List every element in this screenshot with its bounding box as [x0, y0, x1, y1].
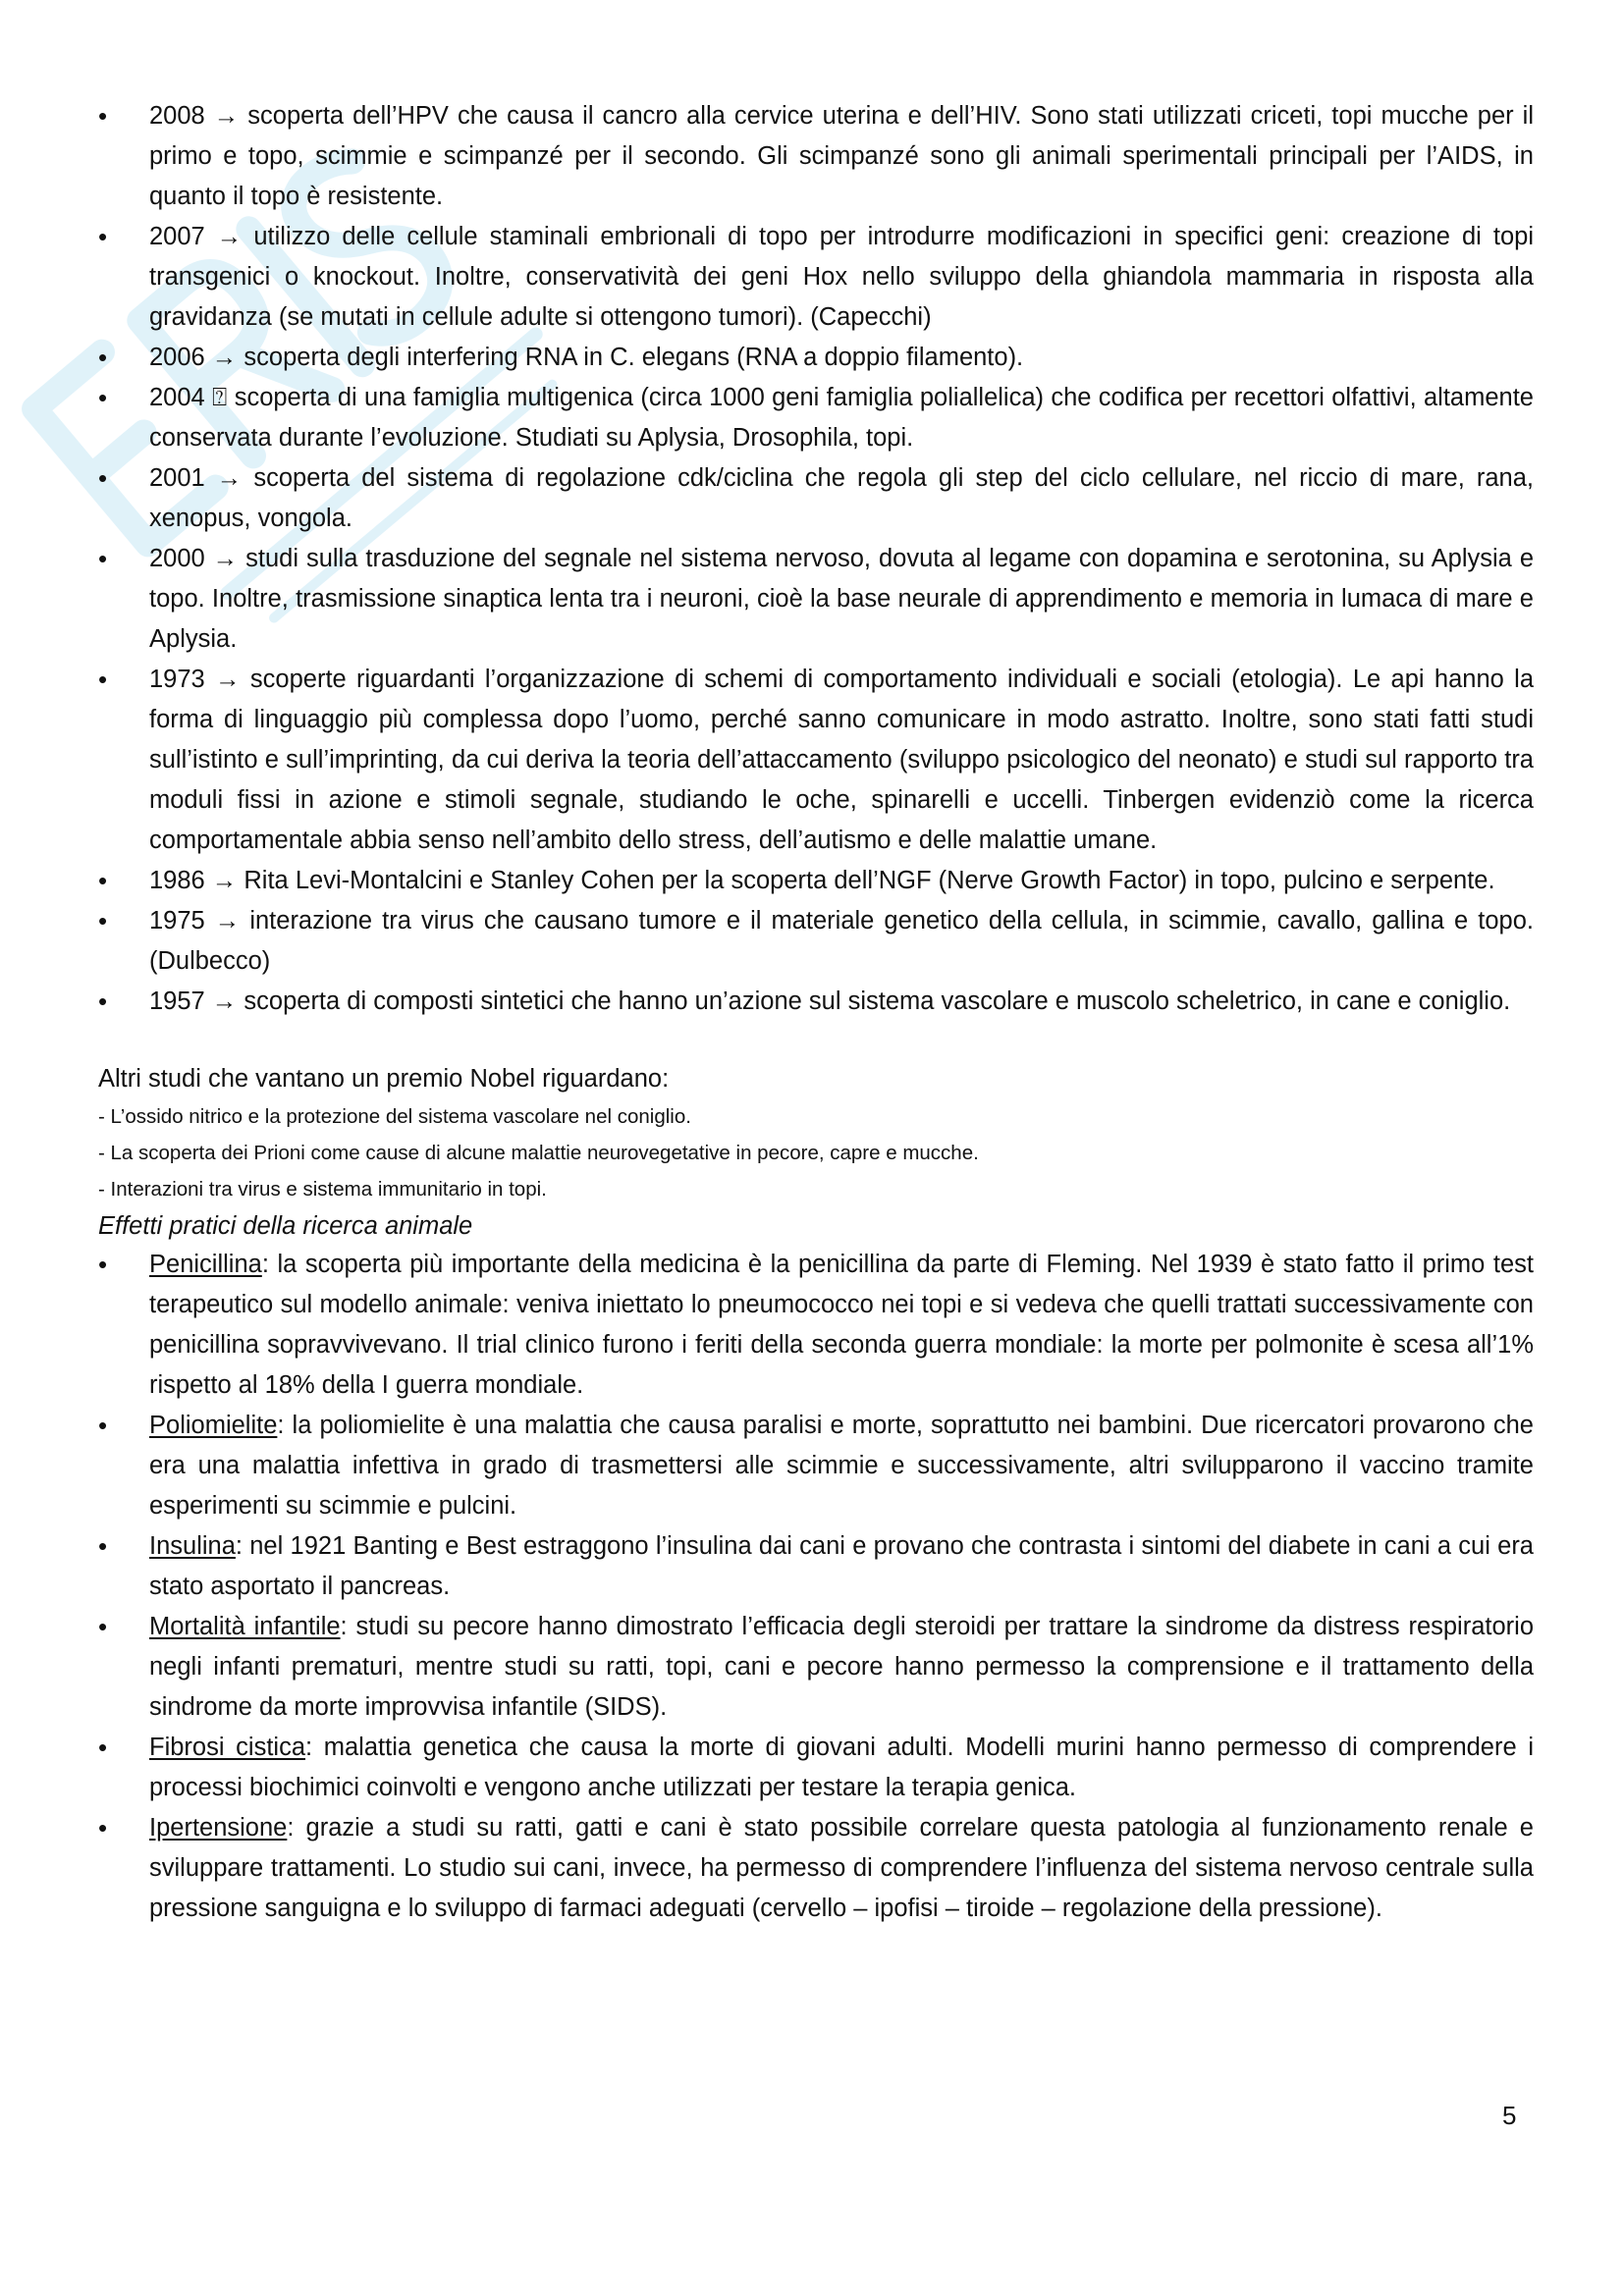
effect-description: : nel 1921 Banting e Best estraggono l’insulina dai cani e provano che contrasta i sintomi del diabete in cani a cui era stato asportato il pancreas. [149, 1532, 1534, 1600]
list-item: • 2006 → scoperta degli interfering RNA in C. elegans (RNA a doppio filamento). [98, 338, 1534, 378]
effect-term: Penicillina [149, 1251, 262, 1278]
list-item: • 2000 → studi sulla trasduzione del segnale nel sistema nervoso, dovuta al legame con dopamina e serotonina, su Aplysia e topo. Inoltre, trasmissione sinaptica lenta tra i neuroni, cioè la base neurale di apprendimento e memoria in lumaca di mare e Aplysia. [98, 539, 1534, 660]
nobel-timeline-list [98, 96, 1534, 1022]
spacer [98, 1022, 1534, 1059]
effect-description: : grazie a studi su ratti, gatti e cani è stato possibile correlare questa patologia al funzionamento renale e sviluppare trattamenti. Lo studio sui cani, invece, ha permesso di comprendere l’influenza del sistema nervoso centrale sulla pressione sanguigna e lo sviluppo di farmaci adeguati (cervello – ipofisi – tiroide – regolazione della pressione). [149, 1814, 1534, 1922]
effect-term: Mortalità infantile [149, 1613, 341, 1640]
list-item [98, 1526, 1534, 1607]
list-item [98, 1607, 1534, 1728]
list-item: • 1986 → Rita Levi-Montalcini e Stanley Cohen per la scoperta dell’NGF (Nerve Growth Factor) in topo, pulcino e serpente. [98, 861, 1534, 901]
effect-term: Ipertensione [149, 1814, 288, 1842]
effect-description: : malattia genetica che causa la morte di giovani adulti. Modelli murini hanno permesso di comprendere i processi biochimici coinvolti e vengono anche utilizzati per testare la terapia genica. [149, 1734, 1534, 1801]
list-item [98, 1406, 1534, 1526]
list-item [98, 1808, 1534, 1929]
effect-description: : la poliomielite è una malattia che causa paralisi e morte, soprattutto nei bambini. Due ricercatori provarono che era una malattia infettiva in grado di trasmettersi alle scimmie e successivamente, altri svilupparono il vaccino tramite esperimenti su scimmie e pulcini. [149, 1412, 1534, 1520]
nobel-intro: Altri studi che vantano un premio Nobel riguardano: [98, 1065, 670, 1093]
list-item: • 2004 ⍰ scoperta di una famiglia multigenica (circa 1000 geni famiglia poliallelica) che codifica per recettori olfattivi, altamente conservata durante l’evoluzione. Studiati su Aplysia, Drosophila, topi. [98, 378, 1534, 458]
list-item: • 1957 → scoperta di composti sintetici che hanno un’azione sul sistema vascolare e muscolo scheletrico, in cane e coniglio. [98, 982, 1534, 1022]
nobel-study-item: - L’ossido nitrico e la protezione del sistema vascolare nel coniglio. [98, 1105, 691, 1128]
section-title: Effetti pratici della ricerca animale [98, 1212, 473, 1240]
effect-description: : la scoperta più importante della medicina è la penicillina da parte di Fleming. Nel 1939 è stato fatto il primo test terapeutico sul modello animale: veniva iniettato lo pneumococco nei topi e si vedeva che quelli trattati successivamente con penicillina sopravvivevano. Il trial clinico furono i feriti della seconda guerra mondiale: la morte per polmonite è scesa all’1% rispetto al 18% della I guerra mondiale. [149, 1251, 1534, 1399]
list-item: • 2001 → scoperta del sistema di regolazione cdk/ciclina che regola gli step del ciclo cellulare, nel riccio di mare, rana, xenopus, vongola. [98, 458, 1534, 539]
effect-term: Insulina [149, 1532, 236, 1560]
list-item [98, 1245, 1534, 1406]
list-item: • 2008 → scoperta dell’HPV che causa il cancro alla cervice uterina e dell’HIV. Sono stati utilizzati criceti, topi mucche per il primo e topo, scimmie e scimpanzé per il secondo. Gli scimpanzé sono gli animali sperimentali principali per l’AIDS, in quanto il topo è resistente. [98, 96, 1534, 217]
effect-description: : studi su pecore hanno dimostrato l’efficacia degli steroidi per trattare la sindrome da distress respiratorio negli infanti prematuri, mentre studi su ratti, topi, cani e pecore hanno permesso la comprensione e il trattamento della sindrome da morte improvvisa infantile (SIDS). [149, 1613, 1534, 1721]
nobel-study-item: - La scoperta dei Prioni come cause di alcune malattie neurovegetative in pecore, capre e mucche. [98, 1142, 979, 1164]
list-item: • 2007 → utilizzo delle cellule staminali embrionali di topo per introdurre modificazioni in specifici geni: creazione di topi transgenici o knockout. Inoltre, conservatività dei geni Hox nello sviluppo della ghiandola mammaria in risposta alla gravidanza (se mutati in cellule adulte si ottengono tumori). (Capecchi) [98, 217, 1534, 338]
effects-list [98, 1245, 1534, 1929]
effect-term: Fibrosi cistica [149, 1734, 306, 1761]
page-number: 5 [1502, 2101, 1517, 2130]
document-page [98, 96, 1534, 1929]
list-item: • 1975 → interazione tra virus che causano tumore e il materiale genetico della cellula, in scimmie, cavallo, gallina e topo. (Dulbecco) [98, 901, 1534, 982]
list-item: • 1973 → scoperte riguardanti l’organizzazione di schemi di comportamento individuali e sociali (etologia). Le api hanno la forma di linguaggio più complessa dopo l’uomo, perché sanno comunicare in modo astratto. Inoltre, sono stati fatti studi sull’istinto e sull’imprinting, da cui deriva la teoria dell’attaccamento (sviluppo psicologico del neonato) e studi sul rapporto tra moduli fissi in azione e stimoli segnale, studiando le oche, spinarelli e uccelli. Tinbergen evidenziò come la ricerca comportamentale abbia senso nell’ambito dello stress, dell’autismo e delle malattie umane. [98, 660, 1534, 861]
nobel-study-item: - Interazioni tra virus e sistema immunitario in topi. [98, 1178, 547, 1201]
list-item [98, 1728, 1534, 1808]
effect-term: Poliomielite [149, 1412, 278, 1439]
